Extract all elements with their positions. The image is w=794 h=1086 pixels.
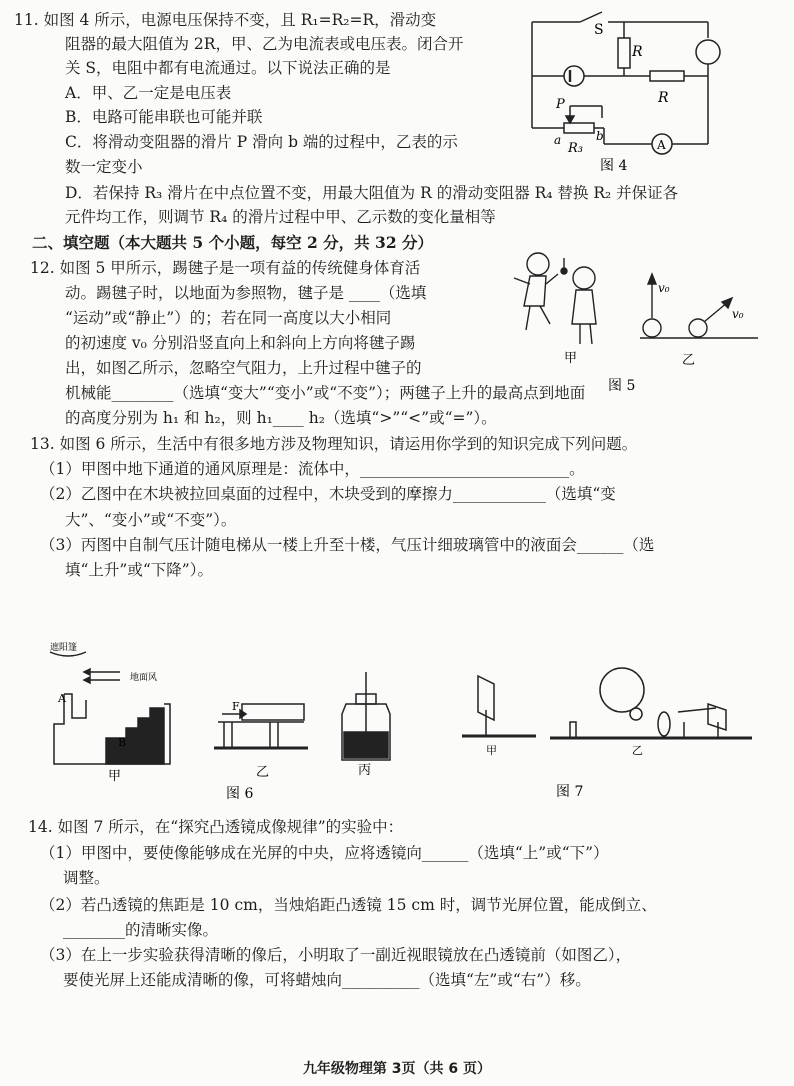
text-line: ________的清晰实像。 bbox=[63, 921, 219, 939]
slider-label: P bbox=[556, 97, 565, 112]
text-line: 关 S，电阻中都有电流通过。以下说法正确的是 bbox=[65, 59, 391, 77]
r2-label: R bbox=[658, 90, 669, 106]
force-f-label: F bbox=[232, 700, 240, 713]
text-line: 出，如图乙所示，忽略空气阻力，上升过程中毽子的 bbox=[65, 359, 422, 377]
text-line: C．将滑动变阻器的滑片 P 滑向 b 端的过程中，乙表的示 bbox=[65, 133, 458, 151]
text-line: 填“上升”或“下降”）。 bbox=[65, 561, 213, 579]
text-line: 元件均工作，则调节 R₄ 的滑片过程中甲、乙示数的变化量相等 bbox=[65, 208, 496, 226]
text-line: （2）乙图中在木块被拉回桌面的过程中，木块受到的摩擦力____________（选填“变 bbox=[40, 485, 616, 503]
figure-6-label-b: 乙 bbox=[256, 765, 270, 780]
figure-5-right-label: 乙 bbox=[682, 353, 696, 368]
text-line: 二、填空题（本大题共 5 个小题，每空 2 分，共 32 分） bbox=[32, 233, 434, 252]
figure-6-caption: 图 6 bbox=[226, 786, 254, 802]
text-line: 调整。 bbox=[63, 869, 110, 887]
figure-5 bbox=[500, 244, 760, 394]
text-line: “运动”或“静止”）的；若在同一高度以大小相同 bbox=[65, 309, 392, 327]
figure-5-caption: 图 5 bbox=[608, 378, 636, 394]
lens-setup-a bbox=[462, 676, 536, 736]
text-line: 数一定变小 bbox=[65, 158, 143, 176]
figure-6-label-a: 甲 bbox=[108, 769, 122, 784]
text-line: 机械能________（选填“变大”“变小”或“不变”）；两毽子上升的最高点到地面 bbox=[65, 384, 586, 402]
rheostat-r3 bbox=[564, 123, 594, 133]
text-line: A．甲、乙一定是电压表 bbox=[65, 84, 232, 102]
text-line: 12. 如图 5 甲所示，踢毽子是一项有益的传统健身体育活 bbox=[30, 259, 421, 277]
text-line: 要使光屏上还能成清晰的像，可将蜡烛向__________（选填“左”或“右”）移。 bbox=[63, 971, 591, 989]
point-b-label: B bbox=[118, 736, 127, 749]
r3-label: R₃ bbox=[568, 141, 583, 156]
text-line: 的高度分别为 h₁ 和 h₂，则 h₁____ h₂（选填“>”“<”或“=”）。 bbox=[65, 409, 497, 427]
resistor-r1 bbox=[618, 38, 630, 68]
meter-yi bbox=[564, 66, 584, 86]
text-line: （3）在上一步实验获得清晰的像后，小明取了一副近视眼镜放在凸透镜前（如图乙）， bbox=[40, 946, 632, 964]
figure-7-label-b: 乙 bbox=[632, 744, 643, 757]
text-line: 大”、“变小”或“不变”）。 bbox=[65, 511, 237, 529]
figure-7-caption: 图 7 bbox=[556, 784, 584, 800]
lens-setup-b-with-glasses bbox=[550, 668, 752, 738]
v0-vertical-label: v₀ bbox=[658, 281, 670, 295]
end-a-label: a bbox=[554, 133, 562, 147]
text-line: D．若保持 R₃ 滑片在中点位置不变，用最大阻值为 R 的滑动变阻器 R₄ 替换 R₂ 并保证各 bbox=[65, 184, 679, 202]
circuit-figure-4 bbox=[520, 4, 730, 174]
figure-6-label-c: 丙 bbox=[358, 763, 372, 778]
ground-wind-label: 地面风 bbox=[130, 673, 158, 683]
ammeter-label: A bbox=[657, 138, 666, 152]
kids-kicking-shuttlecock-illustration bbox=[514, 253, 596, 344]
shade-label: 遮阳篷 bbox=[50, 643, 78, 653]
text-line: 11. 如图 4 所示，电源电压保持不变，且 R₁=R₂=R，滑动变 bbox=[14, 11, 437, 29]
text-line: 的初速度 v₀ 分别沿竖直向上和斜向上方向将毽子踢 bbox=[65, 334, 416, 352]
figure-5-left-label: 甲 bbox=[564, 351, 578, 366]
text-line: B．电路可能串联也可能并联 bbox=[65, 108, 263, 126]
text-line: （3）丙图中自制气压计随电梯从一楼上升至十楼，气压计细玻璃管中的液面会______（选 bbox=[40, 536, 655, 554]
text-line: 14. 如图 7 所示，在“探究凸透镜成像规律”的实验中： bbox=[28, 818, 404, 836]
point-a-label: A bbox=[58, 692, 66, 705]
switch-label: S bbox=[594, 22, 604, 38]
figure-6 bbox=[46, 642, 416, 804]
barometer-bottle-diagram bbox=[342, 672, 390, 760]
text-line: 13. 如图 6 所示，生活中有很多地方涉及物理知识，请运用你学到的知识完成下列问题。 bbox=[30, 435, 638, 453]
r1-label: R bbox=[632, 44, 643, 60]
figure-4-caption: 图 4 bbox=[600, 158, 628, 174]
text-line: 阻器的最大阻值为 2R，甲、乙为电流表或电压表。闭合开 bbox=[65, 35, 464, 53]
figure-7 bbox=[456, 650, 756, 802]
end-b-label: b bbox=[596, 129, 604, 143]
page-footer: 九年级物理第 3页（共 6 页） bbox=[302, 1061, 492, 1077]
text-line: （1）甲图中地下通道的通风原理是：流体中，___________________________。 bbox=[40, 460, 585, 478]
text-line: （1）甲图中，要使像能够成在光屏的中央，应将透镜向______（选填“上”或“下”） bbox=[40, 844, 609, 862]
v0-oblique-label: v₀ bbox=[732, 307, 744, 321]
block-on-table-diagram bbox=[214, 704, 308, 748]
text-line: 动。踢毽子时，以地面为参照物，毽子是 ____（选填 bbox=[65, 284, 427, 302]
meter-jia bbox=[696, 40, 720, 64]
resistor-r2 bbox=[650, 71, 684, 81]
text-line: （2）若凸透镜的焦距是 10 cm，当烛焰距凸透镜 15 cm 时，调节光屏位置，能成倒立、 bbox=[40, 896, 657, 914]
figure-7-label-a: 甲 bbox=[486, 744, 497, 757]
switch-blade bbox=[580, 12, 602, 22]
underground-passage-diagram bbox=[50, 652, 170, 764]
